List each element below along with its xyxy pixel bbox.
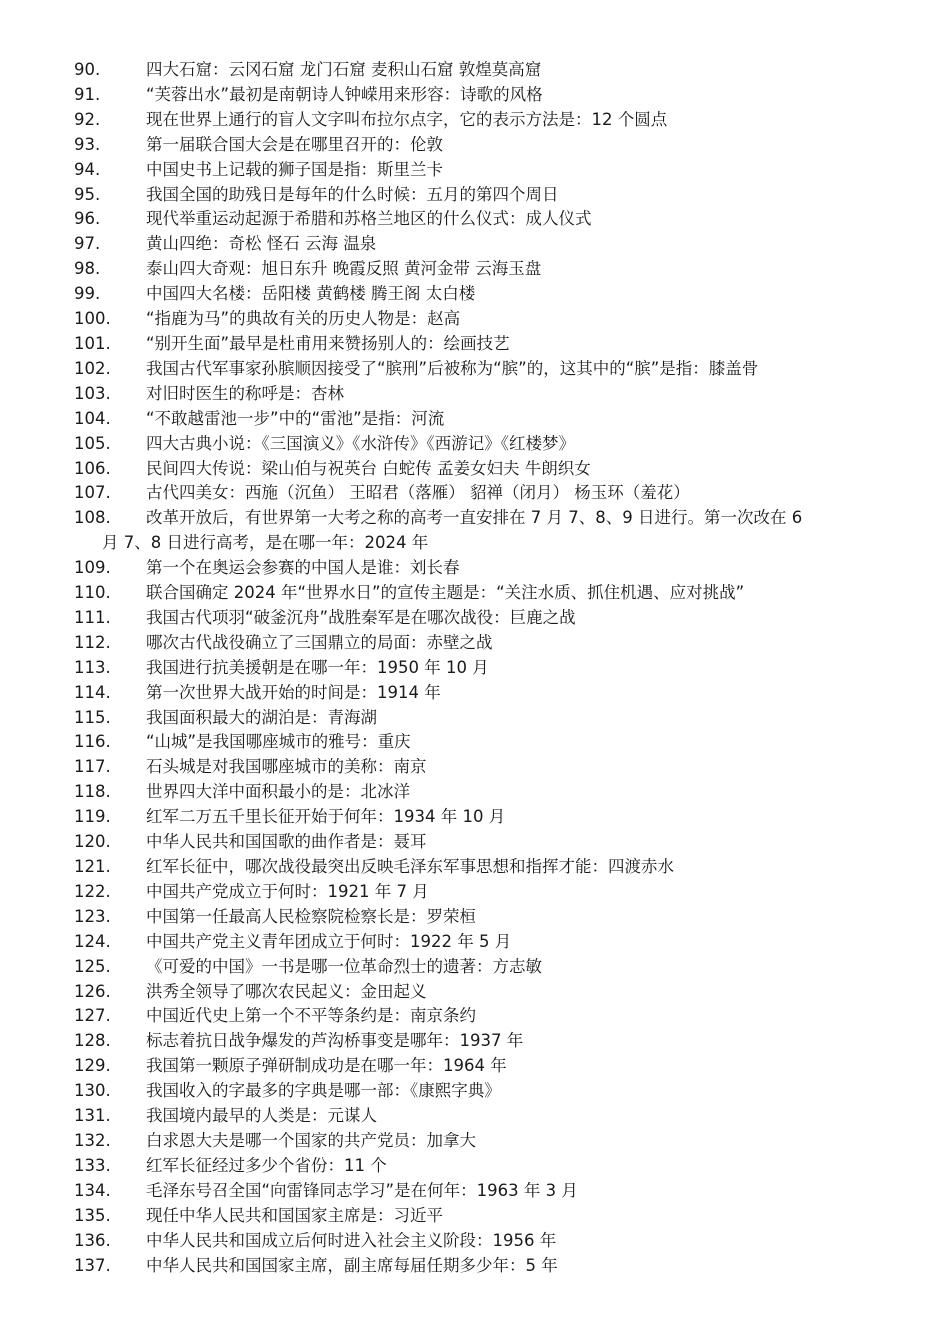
- list-item: [74, 506, 904, 556]
- item-text: 中华人民共和国国家主席，副主席每届任期多少年：5 年: [146, 1255, 558, 1275]
- list-item: [74, 706, 904, 731]
- item-number: 123.: [74, 906, 111, 926]
- item-number: 112.: [74, 632, 111, 652]
- item-number: 105.: [74, 433, 111, 453]
- list-item: [74, 1104, 904, 1129]
- item-number: 103.: [74, 383, 111, 403]
- list-item: [74, 780, 904, 805]
- list-item: [74, 556, 904, 581]
- list-item: [74, 432, 904, 457]
- list-item: [74, 1229, 904, 1254]
- item-text: “指鹿为马”的典故有关的历史人物是：赵高: [146, 309, 461, 329]
- list-item: [74, 1054, 904, 1079]
- item-number: 91.: [74, 84, 101, 104]
- item-text: 标志着抗日战争爆发的芦沟桥事变是哪年：1937 年: [146, 1031, 524, 1051]
- list-item: [74, 805, 904, 830]
- item-text: 我国第一颗原子弹研制成功是在哪一年：1964 年: [146, 1056, 507, 1076]
- list-item: [74, 257, 904, 282]
- item-number: 119.: [74, 807, 111, 827]
- list-item: [74, 1179, 904, 1204]
- list-item: [74, 457, 904, 482]
- item-text: 联合国确定 2024 年“世界水日”的宣传主题是：“关注水质、抓住机遇、应对挑战”: [146, 583, 745, 603]
- item-number: 101.: [74, 333, 111, 353]
- item-text: 我国古代项羽“破釜沉舟”战胜秦军是在哪次战役：巨鹿之战: [146, 607, 576, 627]
- list-item: [74, 382, 904, 407]
- list-item: [74, 1154, 904, 1179]
- item-number: 118.: [74, 782, 111, 802]
- item-number: 108.: [74, 508, 111, 528]
- item-text: “别开生面”最早是杜甫用来赞扬别人的：绘画技艺: [146, 333, 510, 353]
- item-text: 红军长征中，哪次战役最突出反映毛泽东军事思想和指挥才能：四渡赤水: [146, 857, 674, 876]
- item-text: 哪次古代战役确立了三国鼎立的局面：赤壁之战: [146, 632, 493, 652]
- item-text: 石头城是对我国哪座城市的美称：南京: [146, 757, 427, 777]
- item-text: 四大石窟：云冈石窟 龙门石窟 麦积山石窟 敦煌莫高窟: [146, 60, 542, 79]
- item-number: 129.: [74, 1056, 111, 1076]
- item-text: 我国收入的字最多的字典是哪一部：《康熙字典》: [146, 1081, 501, 1101]
- item-number: 92.: [74, 109, 101, 129]
- item-number: 99.: [74, 284, 101, 304]
- list-item: [74, 1129, 904, 1154]
- item-text: 中国共产党成立于何时：1921 年 7 月: [146, 881, 429, 901]
- list-item: [74, 1029, 904, 1054]
- item-text: 我国全国的助残日是每年的什么时候：五月的第四个周日: [146, 184, 559, 204]
- list-item: [74, 830, 904, 855]
- list-item: [74, 606, 904, 631]
- item-number: 116.: [74, 732, 111, 752]
- list-item: [74, 880, 904, 905]
- list-item: [74, 332, 904, 357]
- item-number: 126.: [74, 981, 111, 1001]
- item-number: 131.: [74, 1106, 111, 1126]
- list-item: [74, 980, 904, 1005]
- item-text: 现代举重运动起源于希腊和苏格兰地区的什么仪式：成人仪式: [146, 209, 592, 229]
- item-number: 133.: [74, 1155, 111, 1175]
- item-text: 中国第一任最高人民检察院检察长是：罗荣桓: [146, 906, 476, 926]
- item-text: “山城”是我国哪座城市的雅号：重庆: [146, 732, 411, 752]
- list-item: [74, 407, 904, 432]
- item-text: 第一届联合国大会是在哪里召开的：伦敦: [146, 134, 443, 154]
- item-number: 102.: [74, 358, 111, 378]
- qa-list: [74, 58, 904, 1278]
- item-text: 对旧时医生的称呼是：杏林: [146, 383, 344, 403]
- list-item: [74, 232, 904, 257]
- item-number: 135.: [74, 1205, 111, 1225]
- item-text: 中国近代史上第一个不平等条约是：南京条约: [146, 1006, 476, 1026]
- item-text: 我国古代军事家孙膑顺因接受了“膑刑”后被称为“膑”的，这其中的“膑”是指：膝盖骨: [146, 358, 759, 378]
- item-text: 民间四大传说：梁山伯与祝英台 白蛇传 孟姜女妇夫 牛朗织女: [146, 458, 591, 478]
- item-number: 125.: [74, 956, 111, 976]
- item-text: 世界四大洋中面积最小的是：北冰洋: [146, 782, 410, 802]
- item-text: 现任中华人民共和国国家主席是：习近平: [146, 1205, 443, 1225]
- list-item: [74, 183, 904, 208]
- item-text: 我国进行抗美援朝是在哪一年：1950 年 10 月: [146, 657, 489, 677]
- item-text: 第一个在奥运会参赛的中国人是谁：刘长春: [146, 558, 460, 578]
- item-text: 中华人民共和国国歌的曲作者是：聂耳: [146, 832, 427, 852]
- item-text-continuation: 月 7、8 日进行高考，是在哪一年：2024 年: [102, 533, 429, 553]
- item-text: 古代四美女：西施（沉鱼） 王昭君（落雁） 貂禅（闭月） 杨玉环（羞花）: [146, 483, 690, 503]
- item-text: 中国共产党主义青年团成立于何时：1922 年 5 月: [146, 931, 512, 951]
- item-number: 97.: [74, 234, 101, 254]
- item-number: 110.: [74, 583, 111, 603]
- item-text: 我国境内最早的人类是：元谋人: [146, 1106, 377, 1126]
- item-text: 红军二万五千里长征开始于何年：1934 年 10 月: [146, 807, 506, 827]
- item-number: 95.: [74, 184, 101, 204]
- item-text: 白求恩大夫是哪一个国家的共产党员：加拿大: [146, 1130, 476, 1150]
- item-number: 115.: [74, 707, 111, 727]
- item-number: 93.: [74, 134, 101, 154]
- list-item: [74, 307, 904, 332]
- item-number: 104.: [74, 408, 111, 428]
- item-text: 第一次世界大战开始的时间是：1914 年: [146, 682, 441, 702]
- item-number: 134.: [74, 1180, 111, 1200]
- list-item: [74, 1079, 904, 1104]
- item-text: “不敢越雷池一步”中的“雷池”是指：河流: [146, 408, 445, 428]
- item-text: 中国四大名楼：岳阳楼 黄鹤楼 腾王阁 太白楼: [146, 284, 476, 304]
- item-text: 中国史书上记载的狮子国是指：斯里兰卡: [146, 159, 443, 179]
- item-number: 137.: [74, 1255, 111, 1275]
- item-text: 毛泽东号召全国“向雷锋同志学习”是在何年：1963 年 3 月: [146, 1180, 578, 1200]
- item-text: 洪秀全领导了哪次农民起义：金田起义: [146, 981, 427, 1001]
- list-item: [74, 656, 904, 681]
- list-item: [74, 83, 904, 108]
- item-text: 红军长征经过多少个省份：11 个: [146, 1155, 387, 1175]
- item-text: 我国面积最大的湖泊是：青海湖: [146, 707, 377, 727]
- item-text: “芙蓉出水”最初是南朝诗人钟嵘用来形容：诗歌的风格: [146, 84, 543, 104]
- item-text: 改革开放后，有世界第一大考之称的高考一直安排在 7 月 7、8、9 日进行。第一次改在 6: [146, 508, 803, 528]
- list-item: [74, 755, 904, 780]
- item-number: 136.: [74, 1230, 111, 1250]
- list-item: [74, 631, 904, 656]
- item-number: 124.: [74, 931, 111, 951]
- item-text: 《可爱的中国》一书是哪一位革命烈士的遗著：方志敏: [146, 956, 542, 976]
- item-number: 122.: [74, 881, 111, 901]
- item-text: 现在世界上通行的盲人文字叫布拉尔点字，它的表示方法是：12 个圆点: [146, 109, 668, 129]
- item-number: 98.: [74, 259, 101, 279]
- list-item: [74, 282, 904, 307]
- item-number: 113.: [74, 657, 111, 677]
- item-number: 117.: [74, 757, 111, 777]
- list-item: [74, 158, 904, 183]
- list-item: [74, 1004, 904, 1029]
- item-number: 107.: [74, 483, 111, 503]
- list-item: [74, 133, 904, 158]
- item-number: 106.: [74, 458, 111, 478]
- item-number: 120.: [74, 832, 111, 852]
- item-text: 黄山四绝：奇松 怪石 云海 温泉: [146, 234, 377, 254]
- item-number: 109.: [74, 558, 111, 578]
- list-item: [74, 581, 904, 606]
- item-text: 中华人民共和国成立后何时进入社会主义阶段：1956 年: [146, 1230, 557, 1250]
- item-number: 111.: [74, 607, 111, 627]
- list-item: [74, 955, 904, 980]
- list-item: [74, 481, 904, 506]
- item-number: 100.: [74, 309, 111, 329]
- list-item: [74, 1254, 904, 1279]
- list-item: [74, 207, 904, 232]
- item-number: 128.: [74, 1031, 111, 1051]
- item-number: 132.: [74, 1130, 111, 1150]
- item-text: 四大古典小说：《三国演义》《水浒传》《西游记》《红楼梦》: [146, 433, 575, 453]
- item-number: 114.: [74, 682, 111, 702]
- list-item: [74, 58, 904, 83]
- list-item: [74, 1204, 904, 1229]
- list-item: [74, 730, 904, 755]
- list-item: [74, 108, 904, 133]
- item-number: 127.: [74, 1006, 111, 1026]
- list-item: [74, 681, 904, 706]
- item-number: 96.: [74, 209, 101, 229]
- item-number: 90.: [74, 60, 101, 79]
- item-number: 94.: [74, 159, 101, 179]
- list-item: [74, 357, 904, 382]
- item-text: 泰山四大奇观：旭日东升 晚霞反照 黄河金带 云海玉盘: [146, 259, 542, 279]
- item-number: 130.: [74, 1081, 111, 1101]
- list-item: [74, 930, 904, 955]
- list-item: [74, 905, 904, 930]
- item-number: 121.: [74, 857, 111, 876]
- list-item: [74, 855, 904, 880]
